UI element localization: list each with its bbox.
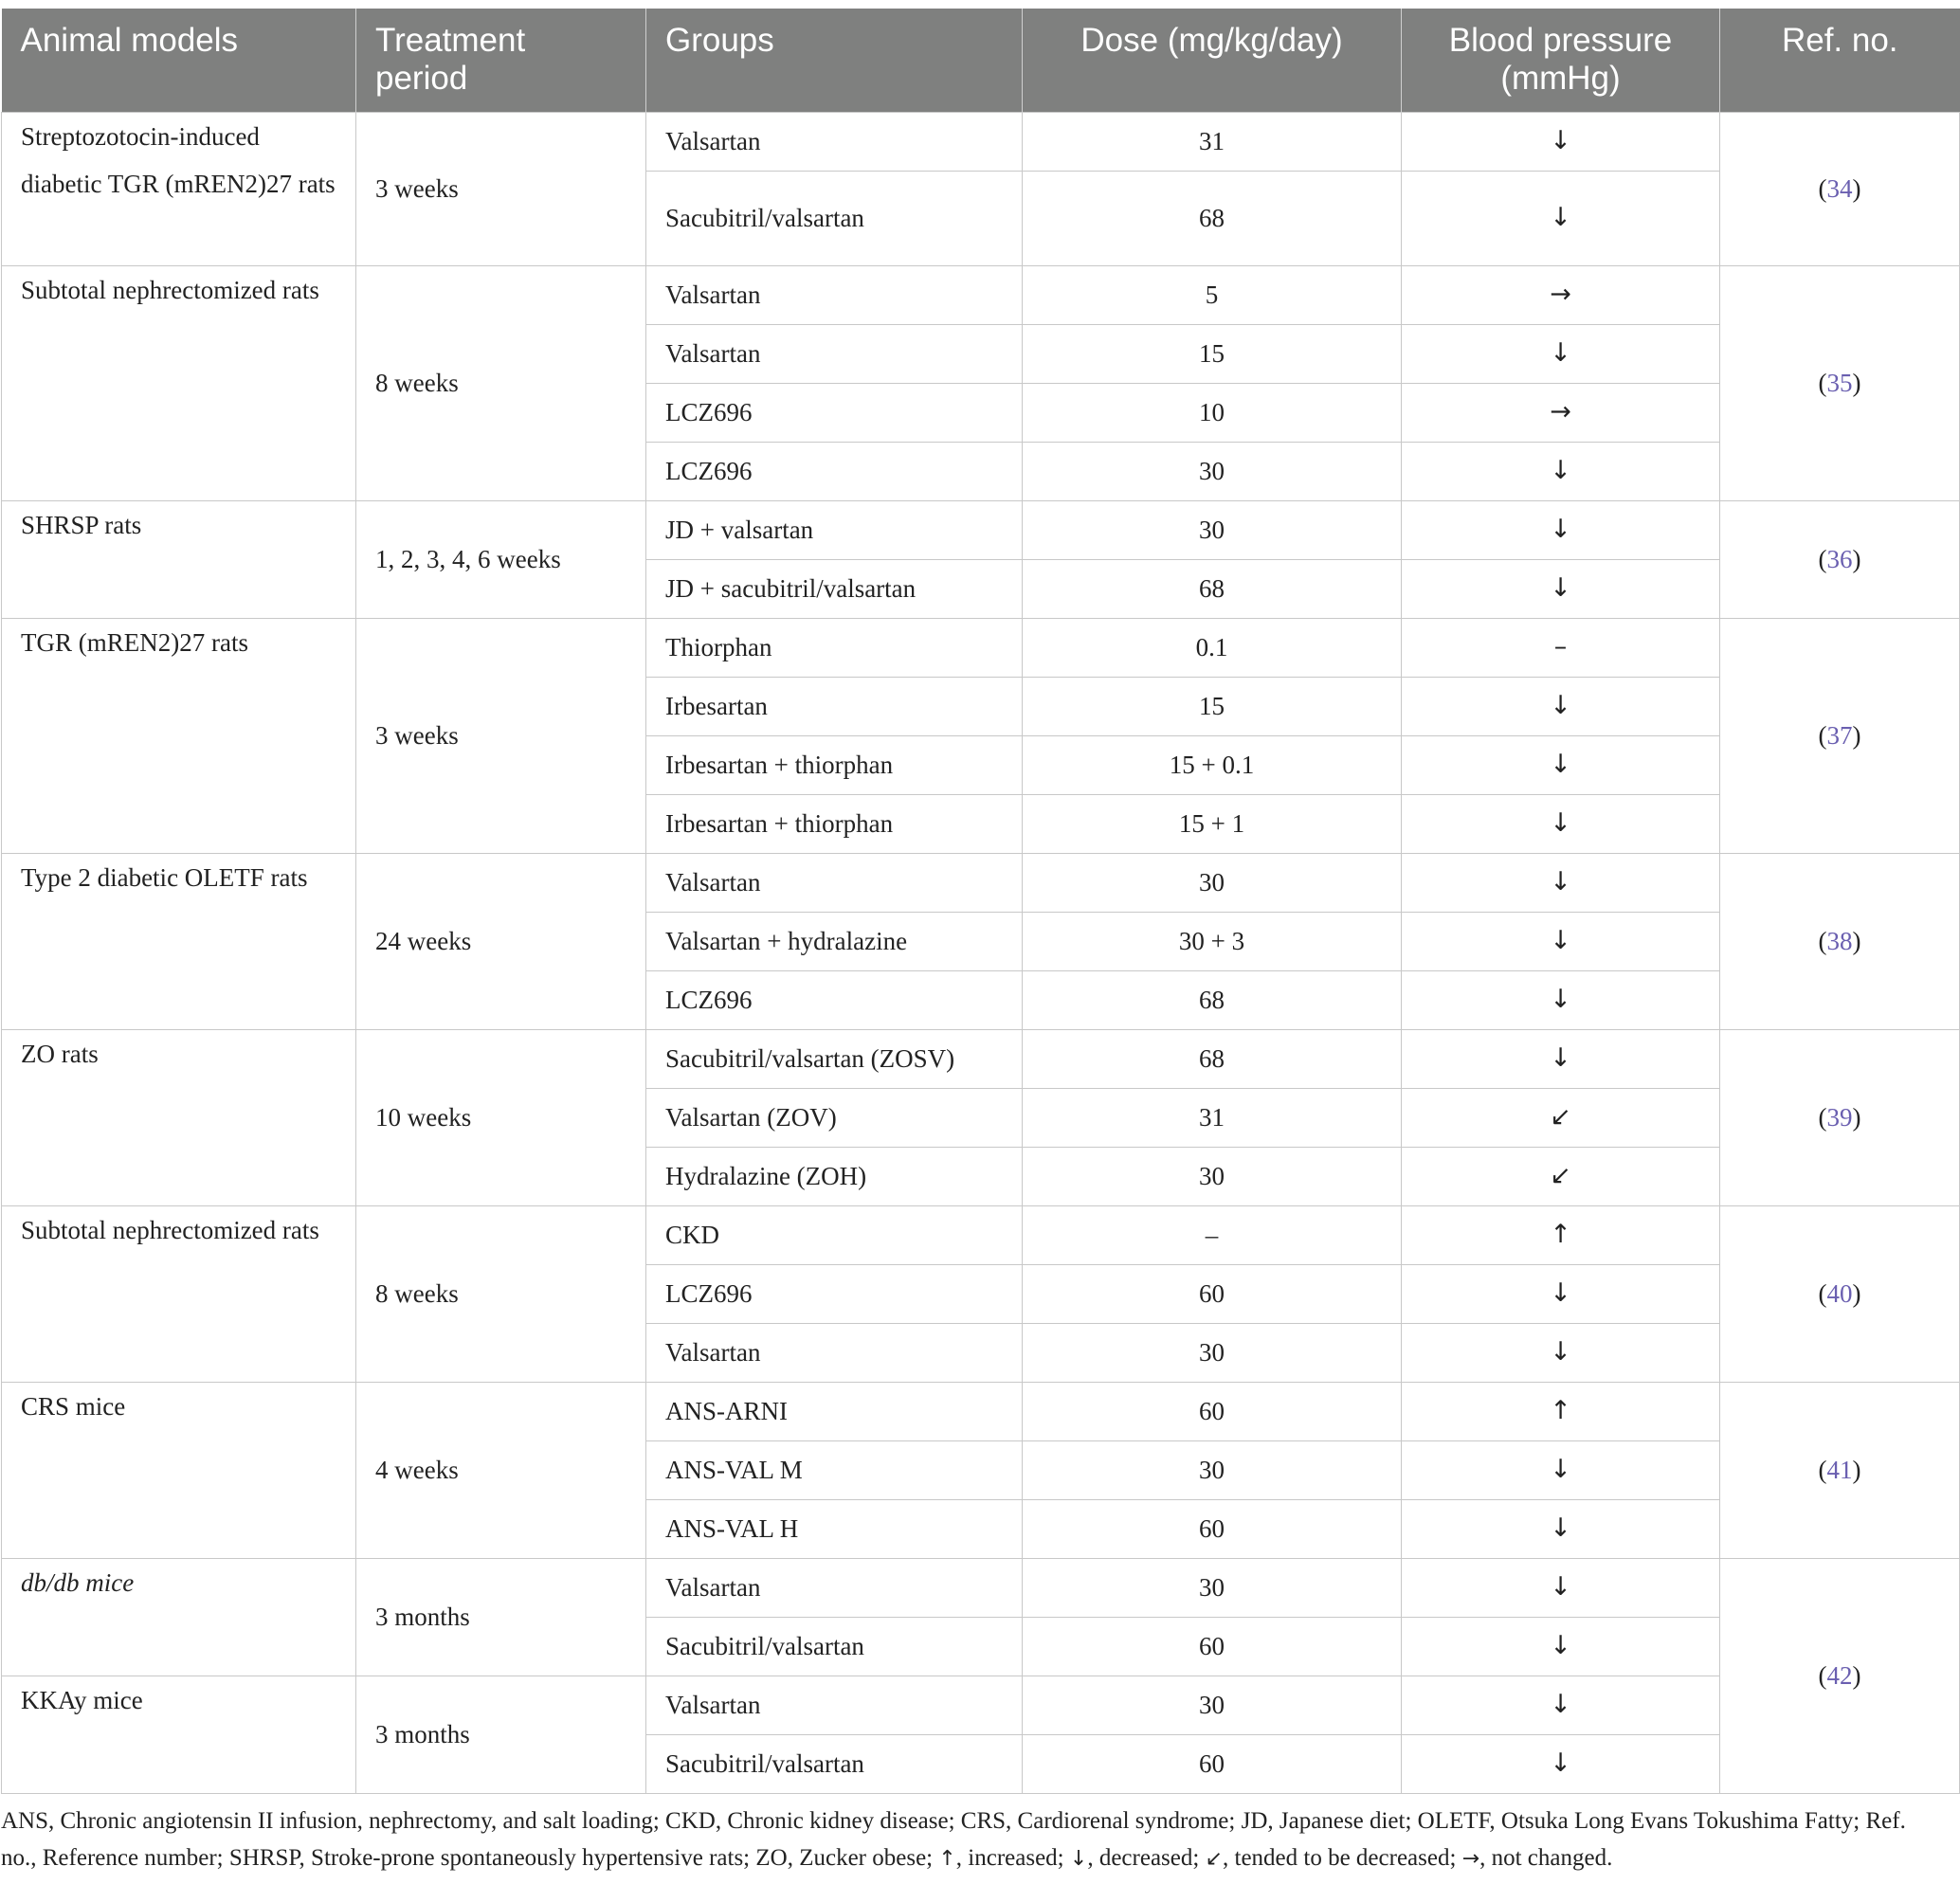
footnote-increased: , increased;	[955, 1845, 1070, 1871]
ref-cell	[1720, 1029, 1960, 1205]
blood-pressure-cell: –	[1402, 618, 1720, 677]
dose-cell: –	[1023, 1205, 1402, 1264]
group-cell: JD + valsartan	[646, 500, 1023, 559]
table-row	[2, 112, 1960, 171]
group-cell: Valsartan	[646, 1676, 1023, 1734]
dose-cell: 60	[1023, 1734, 1402, 1793]
footnote-decreased: , decreased;	[1087, 1845, 1206, 1871]
animal-model-cell: SHRSP rats	[2, 500, 356, 618]
blood-pressure-cell: ↓	[1402, 112, 1720, 171]
group-cell: Valsartan	[646, 1558, 1023, 1617]
blood-pressure-cell: ↑	[1402, 1382, 1720, 1440]
blood-pressure-cell: →	[1402, 265, 1720, 324]
ref-link[interactable]: 38	[1826, 927, 1853, 955]
col-header-groups: Groups	[646, 9, 1023, 112]
group-cell: Valsartan	[646, 265, 1023, 324]
table-row	[2, 1558, 1960, 1617]
blood-pressure-cell: ↓	[1402, 1558, 1720, 1617]
footnote-abbreviations: ANS, Chronic angiotensin II infusion, nephrectomy, and salt loading; CKD, Chronic kidney disease; CRS, Cardiorenal syndrome; JD, Japanese diet; OLETF, Otsuka Long Evans Tokushima Fatty; Ref. no., Reference number; SHRSP, Stroke-prone spontaneously hypertensive rats; ZO, Zucker obese;	[1, 1808, 1906, 1871]
dose-cell: 68	[1023, 970, 1402, 1029]
col-header-blood-pressure: Blood pressure (mmHg)	[1402, 9, 1720, 112]
ref-link[interactable]: 34	[1826, 174, 1853, 203]
treatment-period-cell: 24 weeks	[356, 853, 646, 1029]
blood-pressure-cell: ↓	[1402, 735, 1720, 794]
dose-cell: 10	[1023, 383, 1402, 442]
group-cell: Irbesartan + thiorphan	[646, 735, 1023, 794]
ref-cell	[1720, 1558, 1960, 1793]
ref-paren-close: )	[1852, 369, 1861, 397]
table-body	[2, 112, 1960, 1793]
dose-cell: 68	[1023, 171, 1402, 265]
treatment-period-cell: 3 months	[356, 1676, 646, 1793]
ref-link[interactable]: 35	[1826, 369, 1853, 397]
dose-cell: 30	[1023, 1558, 1402, 1617]
treatment-period-cell: 1, 2, 3, 4, 6 weeks	[356, 500, 646, 618]
dose-cell: 68	[1023, 1029, 1402, 1088]
group-cell: Irbesartan + thiorphan	[646, 794, 1023, 853]
group-cell: Sacubitril/valsartan (ZOSV)	[646, 1029, 1023, 1088]
blood-pressure-cell: ↓	[1402, 1617, 1720, 1676]
dose-cell: 15 + 0.1	[1023, 735, 1402, 794]
ref-paren-close: )	[1852, 1103, 1861, 1132]
ref-cell	[1720, 112, 1960, 265]
ref-paren-open: (	[1818, 1456, 1827, 1484]
dose-cell: 15	[1023, 324, 1402, 383]
animal-model-cell: Type 2 diabetic OLETF rats	[2, 853, 356, 1029]
animal-model-cell: ZO rats	[2, 1029, 356, 1205]
ref-cell	[1720, 265, 1960, 500]
dose-cell: 30	[1023, 1323, 1402, 1382]
ref-paren-close: )	[1852, 1279, 1861, 1308]
ref-paren-open: (	[1818, 1661, 1827, 1690]
ref-link[interactable]: 37	[1826, 721, 1853, 750]
ref-paren-close: )	[1852, 721, 1861, 750]
ref-cell	[1720, 1382, 1960, 1558]
ref-link[interactable]: 39	[1826, 1103, 1853, 1132]
blood-pressure-cell: ↓	[1402, 1440, 1720, 1499]
ref-paren-open: (	[1818, 545, 1827, 573]
group-cell: ANS-VAL M	[646, 1440, 1023, 1499]
col-header-animal-models: Animal models	[2, 9, 356, 112]
footnote-tended: , tended to be decreased;	[1223, 1845, 1462, 1871]
group-cell: LCZ696	[646, 383, 1023, 442]
blood-pressure-cell: ↓	[1402, 1734, 1720, 1793]
ref-paren-close: )	[1852, 1456, 1861, 1484]
dose-cell: 30	[1023, 442, 1402, 500]
treatment-period-cell: 3 weeks	[356, 112, 646, 265]
table-row	[2, 1676, 1960, 1734]
blood-pressure-cell: ↓	[1402, 912, 1720, 970]
group-cell: Valsartan + hydralazine	[646, 912, 1023, 970]
blood-pressure-cell: ↓	[1402, 1676, 1720, 1734]
blood-pressure-cell: ↓	[1402, 171, 1720, 265]
table-footnote	[1, 1802, 1944, 1877]
animal-model-italic: db/db mice	[21, 1567, 135, 1597]
group-cell: LCZ696	[646, 970, 1023, 1029]
dose-cell: 5	[1023, 265, 1402, 324]
table-header	[2, 9, 1960, 112]
data-table	[1, 9, 1960, 1794]
blood-pressure-cell: ↓	[1402, 970, 1720, 1029]
dose-cell: 31	[1023, 112, 1402, 171]
group-cell: ANS-ARNI	[646, 1382, 1023, 1440]
animal-model-cell	[2, 1558, 356, 1676]
ref-link[interactable]: 42	[1826, 1661, 1853, 1690]
group-cell: LCZ696	[646, 442, 1023, 500]
ref-paren-open: (	[1818, 1279, 1827, 1308]
blood-pressure-cell: ↓	[1402, 500, 1720, 559]
animal-model-cell: Subtotal nephrectomized rats	[2, 265, 356, 500]
group-cell: Valsartan	[646, 324, 1023, 383]
ref-link[interactable]: 36	[1826, 545, 1853, 573]
blood-pressure-cell: ↓	[1402, 1029, 1720, 1088]
group-cell: Valsartan (ZOV)	[646, 1088, 1023, 1147]
blood-pressure-cell: ↓	[1402, 559, 1720, 618]
animal-model-cell: Streptozotocin-induced diabetic TGR (mREN2)27 rats	[2, 112, 356, 265]
ref-paren-close: )	[1852, 1661, 1861, 1690]
blood-pressure-cell: ↓	[1402, 794, 1720, 853]
ref-cell	[1720, 500, 1960, 618]
ref-link[interactable]: 40	[1826, 1279, 1853, 1308]
up-arrow-icon: ↑	[938, 1847, 956, 1871]
group-cell: Sacubitril/valsartan	[646, 1734, 1023, 1793]
diagonal-down-arrow-icon: ↙	[1205, 1847, 1223, 1871]
dose-cell: 68	[1023, 559, 1402, 618]
group-cell: Valsartan	[646, 853, 1023, 912]
blood-pressure-cell: ↓	[1402, 442, 1720, 500]
group-cell: JD + sacubitril/valsartan	[646, 559, 1023, 618]
dose-cell: 30 + 3	[1023, 912, 1402, 970]
table-row	[2, 265, 1960, 324]
blood-pressure-cell: ↙	[1402, 1088, 1720, 1147]
dose-cell: 60	[1023, 1499, 1402, 1558]
ref-paren-close: )	[1852, 927, 1861, 955]
table-row	[2, 1029, 1960, 1088]
footnote-not-changed: , not changed.	[1479, 1845, 1613, 1871]
animal-model-cell: TGR (mREN2)27 rats	[2, 618, 356, 853]
group-cell: Sacubitril/valsartan	[646, 171, 1023, 265]
table-row	[2, 1205, 1960, 1264]
ref-cell	[1720, 1205, 1960, 1382]
blood-pressure-cell: ↙	[1402, 1147, 1720, 1205]
treatment-period-cell: 8 weeks	[356, 1205, 646, 1382]
dose-cell: 15 + 1	[1023, 794, 1402, 853]
blood-pressure-cell: ↑	[1402, 1205, 1720, 1264]
group-cell: CKD	[646, 1205, 1023, 1264]
ref-paren-open: (	[1818, 1103, 1827, 1132]
animal-model-cell: CRS mice	[2, 1382, 356, 1558]
table-row	[2, 618, 1960, 677]
ref-cell	[1720, 853, 1960, 1029]
animal-model-cell: KKAy mice	[2, 1676, 356, 1793]
ref-cell	[1720, 618, 1960, 853]
group-cell: Irbesartan	[646, 677, 1023, 735]
table-row	[2, 853, 1960, 912]
ref-paren-close: )	[1852, 545, 1861, 573]
blood-pressure-cell: ↓	[1402, 853, 1720, 912]
col-header-dose: Dose (mg/kg/day)	[1023, 9, 1402, 112]
ref-paren-open: (	[1818, 369, 1827, 397]
ref-paren-close: )	[1852, 174, 1861, 203]
group-cell: Sacubitril/valsartan	[646, 1617, 1023, 1676]
right-arrow-icon: →	[1461, 1847, 1480, 1871]
col-header-ref-no: Ref. no.	[1720, 9, 1960, 112]
blood-pressure-cell: ↓	[1402, 1323, 1720, 1382]
dose-cell: 60	[1023, 1382, 1402, 1440]
animal-model-cell: Subtotal nephrectomized rats	[2, 1205, 356, 1382]
dose-cell: 30	[1023, 1147, 1402, 1205]
table-row	[2, 1382, 1960, 1440]
group-cell: ANS-VAL H	[646, 1499, 1023, 1558]
treatment-period-cell: 3 weeks	[356, 618, 646, 853]
table-row	[2, 500, 1960, 559]
dose-cell: 60	[1023, 1264, 1402, 1323]
group-cell: LCZ696	[646, 1264, 1023, 1323]
dose-cell: 31	[1023, 1088, 1402, 1147]
header-row	[2, 9, 1960, 112]
col-header-treatment-period: Treatment period	[356, 9, 646, 112]
dose-cell: 30	[1023, 853, 1402, 912]
down-arrow-icon: ↓	[1069, 1847, 1088, 1871]
ref-paren-open: (	[1818, 721, 1827, 750]
treatment-period-cell: 4 weeks	[356, 1382, 646, 1558]
ref-link[interactable]: 41	[1826, 1456, 1853, 1484]
ref-paren-open: (	[1818, 174, 1827, 203]
group-cell: Valsartan	[646, 1323, 1023, 1382]
dose-cell: 60	[1023, 1617, 1402, 1676]
dose-cell: 30	[1023, 500, 1402, 559]
treatment-period-cell: 10 weeks	[356, 1029, 646, 1205]
blood-pressure-cell: ↓	[1402, 677, 1720, 735]
group-cell: Hydralazine (ZOH)	[646, 1147, 1023, 1205]
blood-pressure-cell: ↓	[1402, 324, 1720, 383]
dose-cell: 30	[1023, 1440, 1402, 1499]
blood-pressure-cell: ↓	[1402, 1499, 1720, 1558]
dose-cell: 0.1	[1023, 618, 1402, 677]
blood-pressure-cell: ↓	[1402, 1264, 1720, 1323]
blood-pressure-cell: →	[1402, 383, 1720, 442]
treatment-period-cell: 3 months	[356, 1558, 646, 1676]
dose-cell: 30	[1023, 1676, 1402, 1734]
ref-paren-open: (	[1818, 927, 1827, 955]
dose-cell: 15	[1023, 677, 1402, 735]
group-cell: Thiorphan	[646, 618, 1023, 677]
treatment-period-cell: 8 weeks	[356, 265, 646, 500]
group-cell: Valsartan	[646, 112, 1023, 171]
